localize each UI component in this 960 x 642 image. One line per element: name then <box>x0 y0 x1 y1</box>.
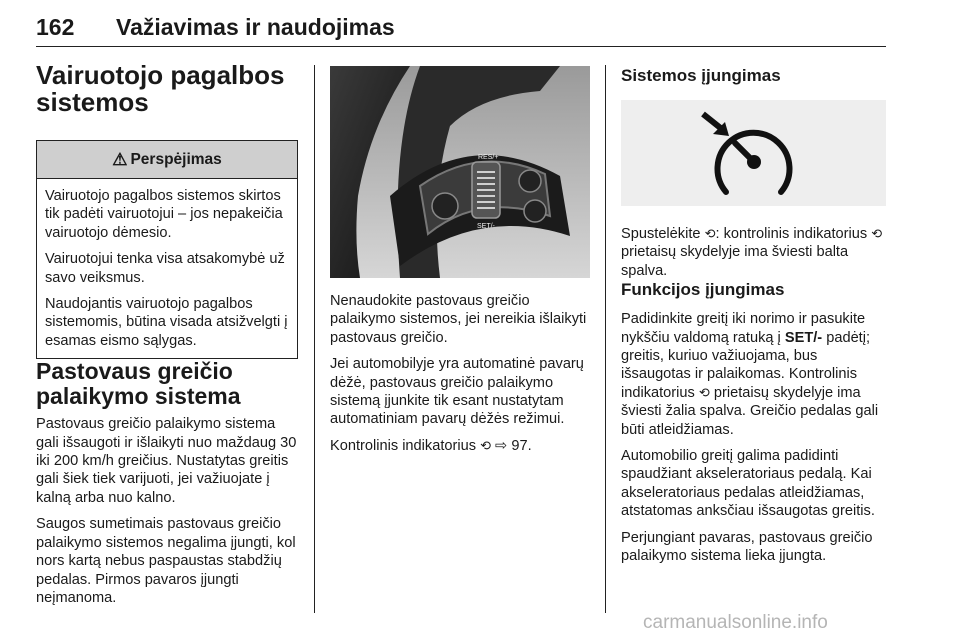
warning-paragraph: Naudojantis vairuotojo pagalbos sistemomis, būtina visada atsižvelgti į esamas eismo sąlygas. <box>45 296 288 349</box>
column-1 <box>36 62 298 607</box>
cruise-indicator-icon: ⟲ <box>698 384 710 400</box>
page-ref-icon: ⇨ <box>495 437 508 454</box>
column-2 <box>330 66 590 455</box>
warning-paragraph: Vairuotojui tenka visa atsakomybė už savo veiksmus. <box>45 251 285 286</box>
body-paragraph: Spustelėkite ⟲: kontrolinis indikatorius ⟲ prietaisų skydelyje ima šviesti balta spalva. <box>621 226 883 279</box>
page-number: 162 <box>36 14 75 40</box>
chapter-title: Važiavimas ir naudojimas <box>116 14 395 40</box>
warning-icon: ⚠ <box>112 149 128 169</box>
subsection-title: Sistemos įjungimas <box>621 66 781 85</box>
res-label: RES/+ <box>478 154 499 161</box>
cruise-indicator-icon: ⟲ <box>480 437 491 453</box>
column-3 <box>621 66 886 566</box>
set-label: SET/- <box>477 223 495 230</box>
page-header <box>36 6 886 47</box>
section-title: Vairuotojo pagalbos sistemos <box>36 60 285 117</box>
cruise-indicator-icon: ⟲ <box>704 226 716 241</box>
subsection-title: Funkcijos įjungimas <box>621 280 785 300</box>
body-paragraph: Automobilio greitį galima padidinti spaudžiant akseleratoriaus pedalą. Kai akseleratoriaus pedalas atleidžiamas, atstatomas anksčiau išsaugotas greitis. <box>621 448 875 520</box>
cruise-indicator-icon: ⟲ <box>871 226 883 241</box>
warning-header <box>37 141 297 179</box>
steering-wheel-illustration <box>330 66 590 278</box>
body-paragraph: Padidinkite greitį iki norimo ir pasukite nykščiu valdomą ratuką į SET/- padėtį; greitis, kuriuo važiuojama, bus išsaugotas ir palaikomas. Kontrolinis indikatorius ⟲ prietaisų skydelyje ima šviesti žalia spalva. Greičio pedalas gali būti atleidžiamas. <box>621 311 879 438</box>
body-paragraph: Nenaudokite pastovaus greičio palaikymo sistemos, jei nereikia išlaikyti pastovaus greičio. <box>330 293 587 346</box>
indicator-reference: Kontrolinis indikatorius ⟲ ⇨ 97. <box>330 437 532 454</box>
cruise-control-icon <box>621 100 886 206</box>
body-paragraph: Saugos sumetimais pastovaus greičio palaikymo sistemos negalima įjungti, kol nors kartą nebus paspaustas stabdžių pedalas. Pirmos pavaros įjungti neįmanoma. <box>36 516 296 606</box>
watermark: carmanualsonline.info <box>643 612 828 633</box>
body-paragraph: Perjungiant pavaras, pastovaus greičio palaikymo sistema lieka įjungta. <box>621 529 873 565</box>
column-divider <box>605 65 606 613</box>
warning-body <box>37 179 297 358</box>
warning-box <box>36 140 298 359</box>
warning-paragraph: Vairuotojo pagalbos sistemos skirtos tik padėti vairuotojui – jos nepakeičia vairuotojo dėmesio. <box>45 188 283 241</box>
body-paragraph: Jei automobilyje yra automatinė pavarų dėžė, pastovaus greičio palaikymo sistemą įjunkite tik esant nustatytam automatiniam pavarų dėžės režimui. <box>330 356 584 428</box>
subsection-title: Pastovaus greičio palaikymo sistema <box>36 358 241 410</box>
warning-label: Perspėjimas <box>130 150 222 168</box>
body-paragraph: Pastovaus greičio palaikymo sistema gali išsaugoti ir išlaikyti nuo maždaug 30 iki 200 km/h greičius. Nustatytas greitis gali šiek tiek varijuoti, jei važiuojate į kalną arba nuo kalno. <box>36 416 297 506</box>
column-divider <box>314 65 315 613</box>
